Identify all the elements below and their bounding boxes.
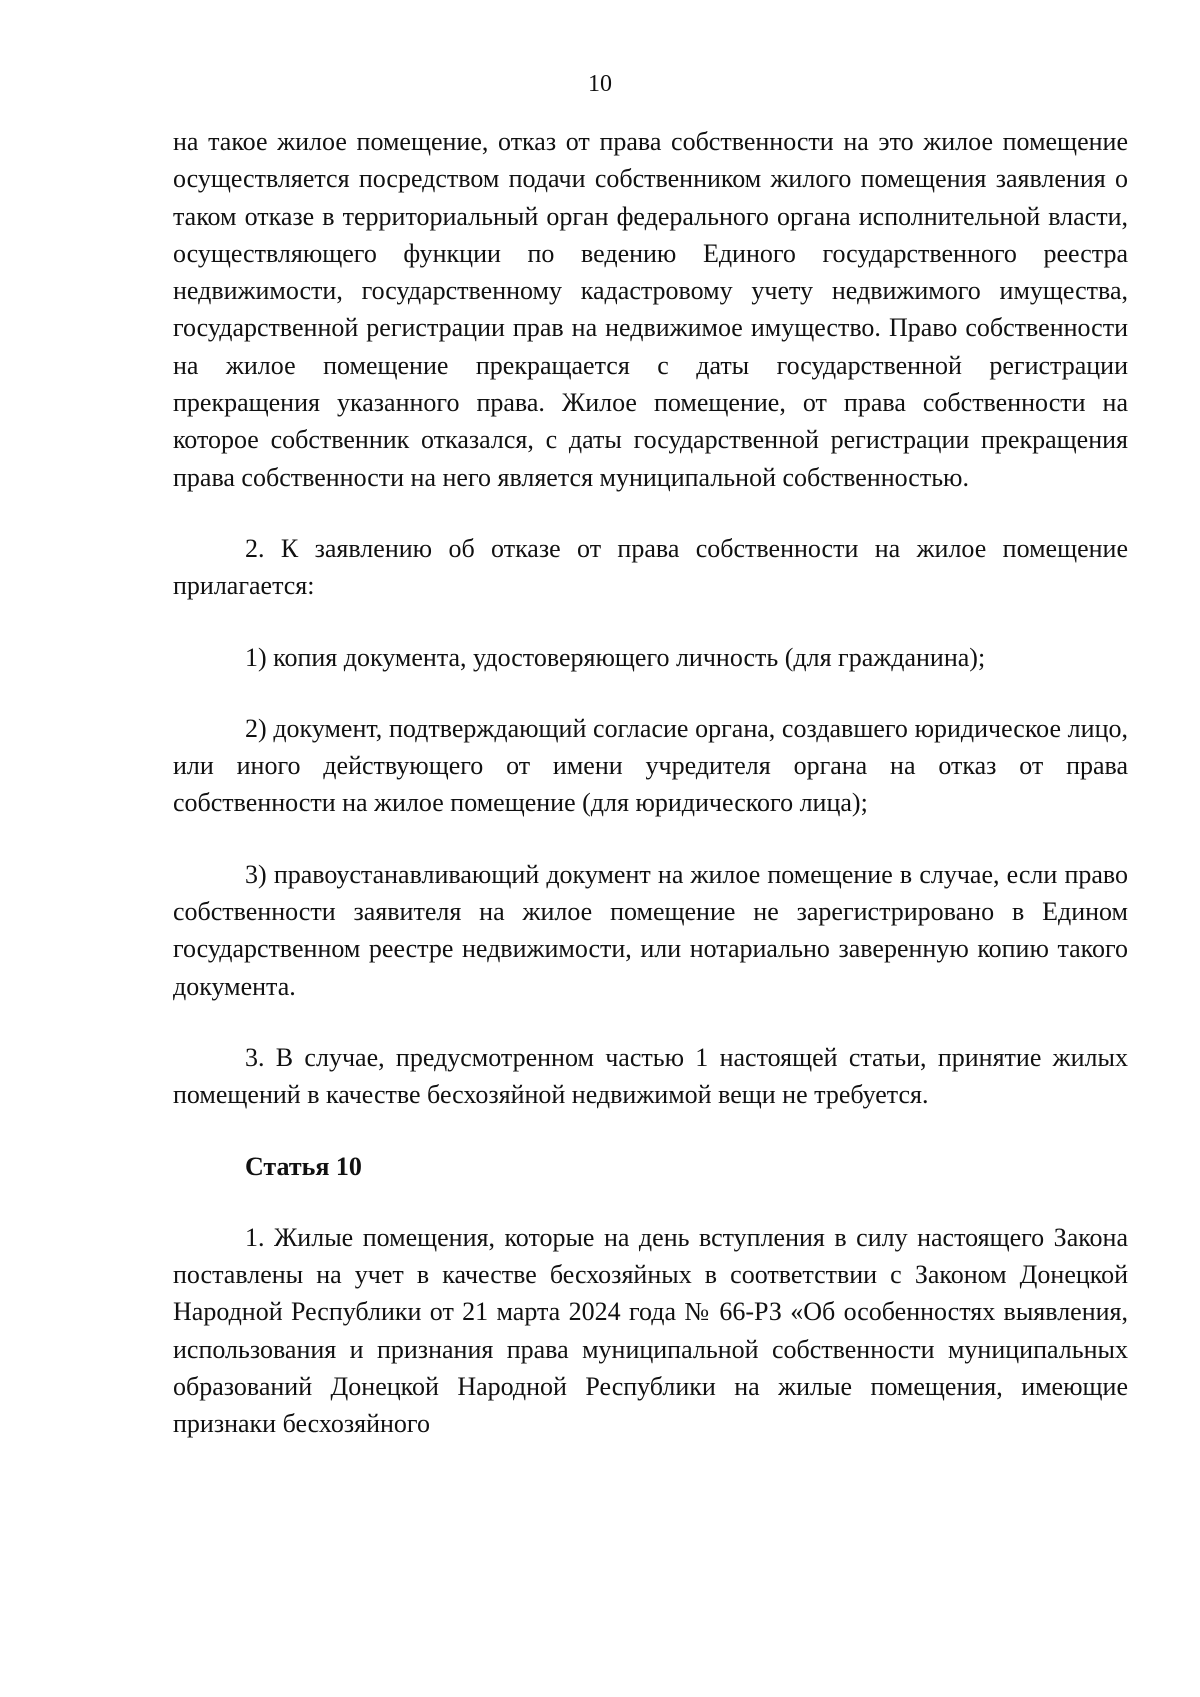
list-item-1: 1) копия документа, удостоверяющего личность (для гражданина); [245, 642, 986, 672]
list-item-2: 2) документ, подтверждающий согласие органа, создавшего юридическое лицо, или иного действующего от имени учредителя органа на отказ от права собственности на жилое помещение (для юридического лица); [173, 713, 1128, 818]
page-number: 10 [588, 71, 612, 97]
paragraph-item-3: 3. В случае, предусмотренном частью 1 настоящей статьи, принятие жилых помещений в качестве бесхозяйной недвижимой вещи не требуется. [173, 1042, 1128, 1110]
article-heading: Статья 10 [245, 1151, 362, 1181]
paragraph-article-10-item-1: 1. Жилые помещения, которые на день вступления в силу настоящего Закона поставлены на учет в качестве бесхозяйных в соответствии с Законом Донецкой Народной Республики от 21 марта 2024 года № 66-РЗ «Об особенностях выявления, использования и признания права муниципальной собственности муниципальных образований Донецкой Народной Республики на жилые помещения, имеющие признаки бесхозяйного [173, 1222, 1128, 1439]
document-body [173, 123, 1128, 1443]
paragraph-continuation: на такое жилое помещение, отказ от права собственности на это жилое помещение осуществляется посредством подачи собственником жилого помещения заявления о таком отказе в территориальный орган федерального органа исполнительной власти, осуществляющего функции по ведению Единого государственного реестра недвижимости, государственному кадастровому учету недвижимого имущества, государственной регистрации прав на недвижимое имущество. Право собственности на жилое помещение прекращается с даты государственной регистрации прекращения указанного права. Жилое помещение, от права собственности на которое собственник отказался, с даты государственной регистрации прекращения права собственности на него является муниципальной собственностью. [173, 127, 1128, 492]
paragraph-item-2: 2. К заявлению об отказе от права собственности на жилое помещение прилагается: [173, 533, 1128, 601]
list-item-3: 3) правоустанавливающий документ на жилое помещение в случае, если право собственности заявителя на жилое помещение не зарегистрировано в Едином государственном реестре недвижимости, или нотариально заверенную копию такого документа. [173, 859, 1128, 1001]
